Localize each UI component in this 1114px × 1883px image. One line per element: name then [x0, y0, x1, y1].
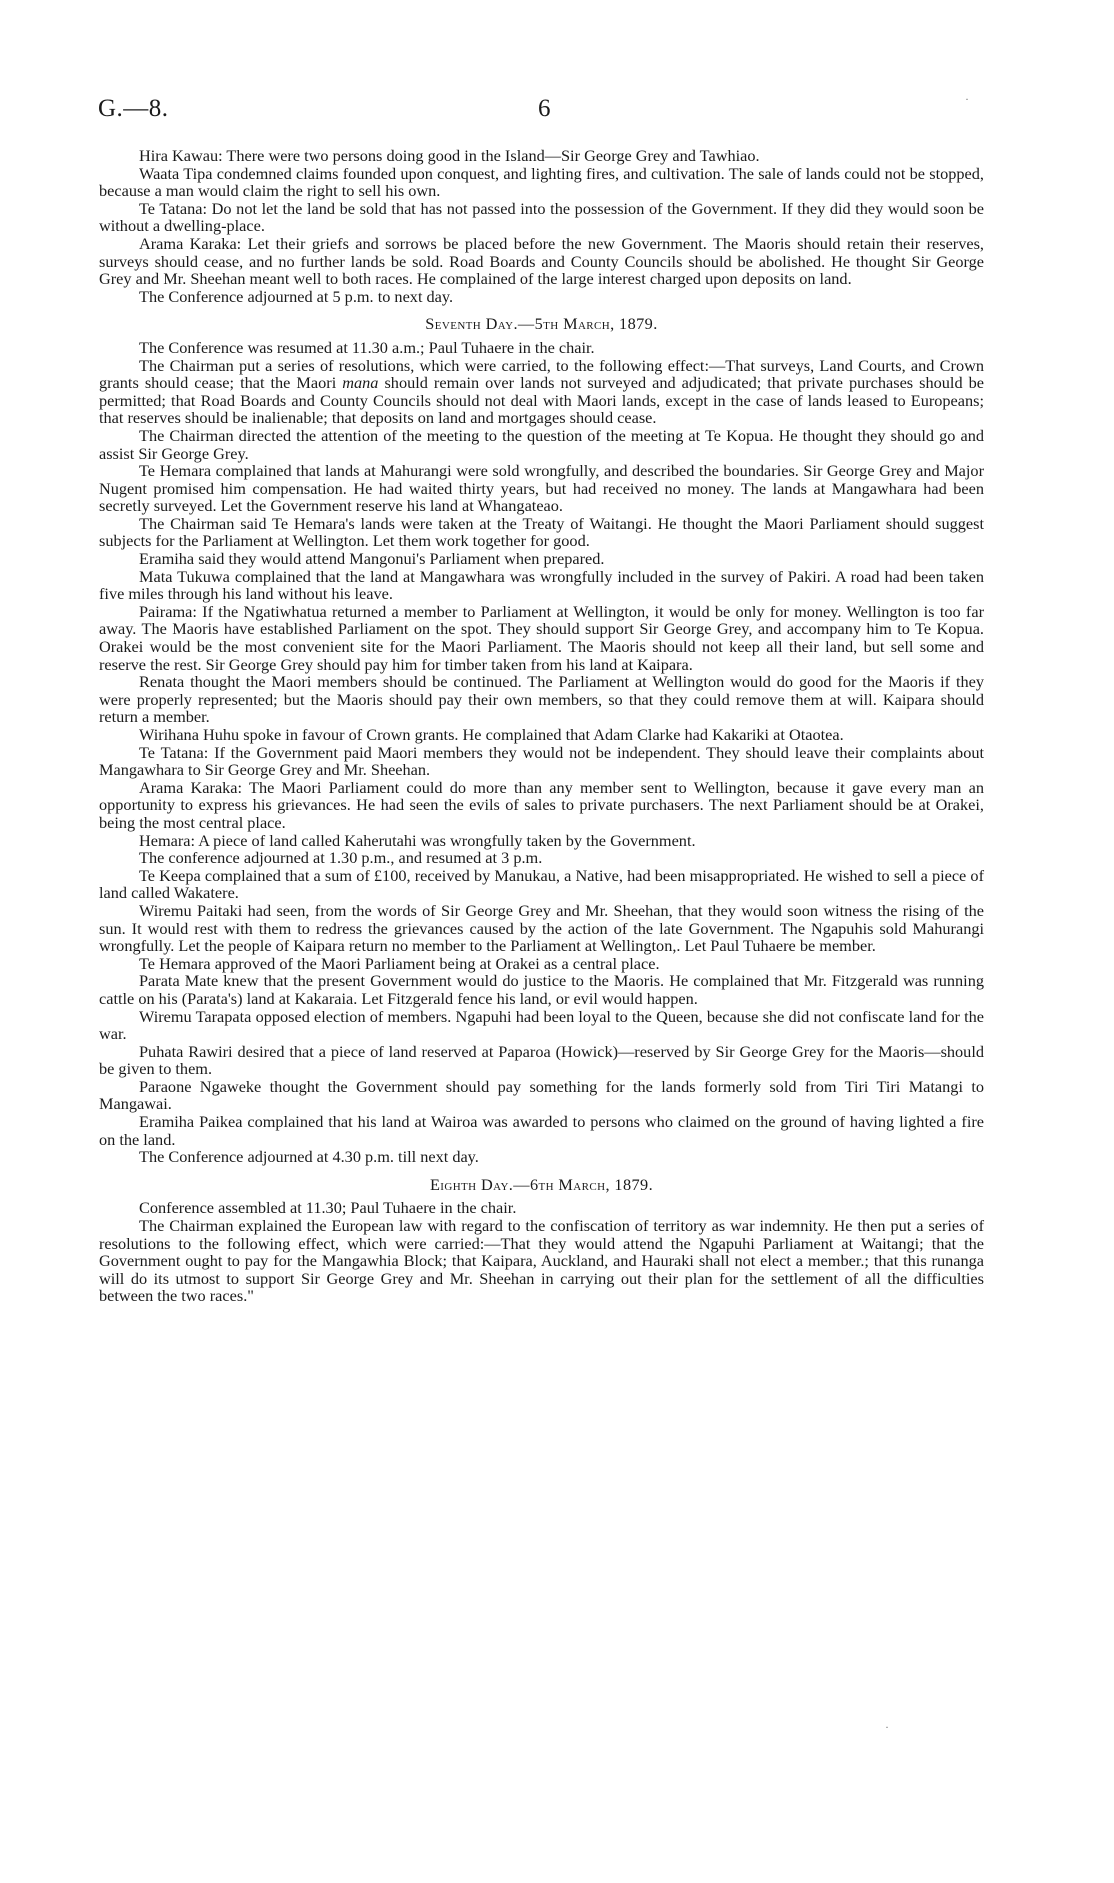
paragraph: The Conference adjourned at 4.30 p.m. till next day. [139, 1147, 479, 1167]
page-header [98, 95, 1016, 135]
paragraph: Te Tatana: If the Government paid Maori members they would not be independent. They should leave their complaints about Mangawhara to Sir George Grey and Mr. Sheehan. [99, 742, 984, 780]
document-body [99, 147, 984, 1305]
paragraph: The Chairman explained the European law with regard to the confiscation of territory as war indemnity. He then put a series of resolutions to the following effect, which were carried:—That they would attend the Ngapuhi Parliament at Waitangi; that the Government ought to pay for the Mangawhia Block; that Kaipara, Auckland, and Hauraki shall not elect a member.; that this runanga will do its utmost to support Sir George Grey and Mr. Sheehan in carrying out their plan for the settlement of all the difficulties between the two races." [99, 1216, 984, 1306]
scan-speck: · [965, 92, 969, 106]
paragraph: Puhata Rawiri desired that a piece of land reserved at Paparoa (Howick)—reserved by Sir George Grey for the Maoris—should be given to them. [99, 1041, 984, 1079]
paragraph: Pairama: If the Ngatiwhatua returned a member to Parliament at Wellington, it would be only for money. Wellington is too far away. The Maoris have established Parliament on the spot. They should support Sir George Grey, and accompany him to Te Kopua. Orakei would be the most convenient site for the Maori Parliament. The Maoris should not keep all their land, but sell some and reserve the rest. Sir George Grey should pay him for timber taken from his land at Kaipara. [99, 601, 984, 674]
paragraph: Te Hemara approved of the Maori Parliament being at Orakei as a central place. [139, 953, 660, 973]
paragraph: Parata Mate knew that the present Government would do justice to the Maoris. He complained that Mr. Fitzgerald was running cattle on his (Parata's) land at Kakaraia. Let Fitzgerald fence his land, or evil would happen. [99, 971, 984, 1008]
paragraph: Wirihana Huhu spoke in favour of Crown grants. He complained that Adam Clarke had Kakariki at Otaotea. [139, 725, 844, 744]
section-heading-eighth-day: Eighth Day.—6th March, 1879. [429, 1174, 654, 1194]
paragraph: Hemara: A piece of land called Kaherutahi was wrongfully taken by the Government. [139, 830, 696, 850]
page-number: 6 [538, 95, 551, 122]
paragraph: Wiremu Paitaki had seen, from the words of Sir George Grey and Mr. Sheehan, that they would soon witness the rising of the sun. It would rest with them to redress the grievances caused by the action of the late Government. The Ngapuhis sold Mahurangi wrongfully. Let the people of Kaipara return no member to the Parliament at Wellington,. Let Paul Tuhaere be member. [99, 900, 984, 956]
section-heading-seventh-day: Seventh Day.—5th March, 1879. [425, 314, 658, 334]
paragraph: The Chairman said Te Hemara's lands were taken at the Treaty of Waitangi. He thought the Maori Parliament should suggest subjects for the Parliament at Wellington. Let them work together for good. [99, 513, 984, 551]
paragraph-resolutions [99, 357, 984, 427]
paragraph: Conference assembled at 11.30; Paul Tuhaere in the chair. [139, 1198, 517, 1218]
paragraph: Paraone Ngaweke thought the Government should pay something for the lands formerly sold from Tiri Tiri Matangi to Mangawai. [99, 1076, 984, 1114]
paragraph: The Chairman directed the attention of the meeting to the question of the meeting at Te Kopua. He thought they should go and assist Sir George Grey. [99, 425, 984, 463]
paragraph: Renata thought the Maori members should be continued. The Parliament at Wellington would do good for the Maoris if they were properly represented; but the Maoris should pay their own members, so that they could remove them at will. Kaipara should return a member. [99, 672, 984, 727]
emphasis-mana: mana [342, 373, 379, 393]
paragraph: Te Keepa complained that a sum of £100, received by Manukau, a Native, had been misappropriated. He wished to sell a piece of land called Wakatere. [99, 865, 984, 903]
text-run: should remain over lands not surveyed and adjudicated; that private purchases should be permitted; that Road Boards and County Councils should not deal with Maori lands, except in the case of lands leased to Europeans; that reserves should be inalienable; that deposits on land and mortgages should cease. [99, 373, 984, 428]
document-reference: G.—8. [98, 95, 169, 122]
paragraph: Te Tatana: Do not let the land be sold that has not passed into the possession of the Government. If they did they would soon be without a dwelling-place. [99, 198, 984, 236]
paragraph: Eramiha Paikea complained that his land at Wairoa was awarded to persons who claimed on the ground of having lighted a fire on the land. [99, 1112, 984, 1149]
paragraph: The Conference adjourned at 5 p.m. to next day. [139, 286, 454, 306]
paragraph: Te Hemara complained that lands at Mahurangi were sold wrongfully, and described the boundaries. Sir George Grey and Major Nugent promised him compensation. He had waited thirty years, but had received no money. The lands at Mangawhara had been secretly surveyed. Let the Government reserve his land at Whangateao. [99, 461, 984, 516]
paragraph: Eramiha said they would attend Mangonui's Parliament when prepared. [139, 549, 605, 569]
scan-speck: · [885, 1720, 889, 1734]
paragraph: Arama Karaka: The Maori Parliament could do more than any member sent to Wellington, because it gave every man an opportunity to express his grievances. He had seen the evils of sales to private purchasers. The next Parliament should be at Orakei, being the most central place. [99, 777, 984, 832]
paragraph: The conference adjourned at 1.30 p.m., and resumed at 3 p.m. [139, 848, 543, 868]
paragraph: Hira Kawau: There were two persons doing good in the Island—Sir George Grey and Tawhiao. [139, 146, 760, 165]
paragraph: Wiremu Tarapata opposed election of members. Ngapuhi had been loyal to the Queen, because she did not confiscate land for the war. [99, 1006, 984, 1044]
paragraph: Mata Tukuwa complained that the land at Mangawhara was wrongfully included in the survey of Pakiri. A road had been taken five miles through his land without his leave. [99, 566, 984, 604]
paragraph: Arama Karaka: Let their griefs and sorrows be placed before the new Government. The Maoris should retain their reserves, surveys should cease, and no further lands be sold. Road Boards and County Councils should be abolished. He thought Sir George Grey and Mr. Sheehan meant well to both races. He complained of the large interest charged upon deposits on land. [99, 233, 984, 289]
text-run: The Chairman put a series of resolutions, which were carried, to the following effect:—That surveys, Land Courts, and Crown grants should cease; that the Maori [99, 355, 984, 393]
paragraph: The Conference was resumed at 11.30 a.m.; Paul Tuhaere in the chair. [139, 337, 595, 357]
paragraph: Waata Tipa condemned claims founded upon conquest, and lighting fires, and cultivation. The sale of lands could not be stopped, because a man would claim the right to sell his own. [99, 163, 984, 201]
